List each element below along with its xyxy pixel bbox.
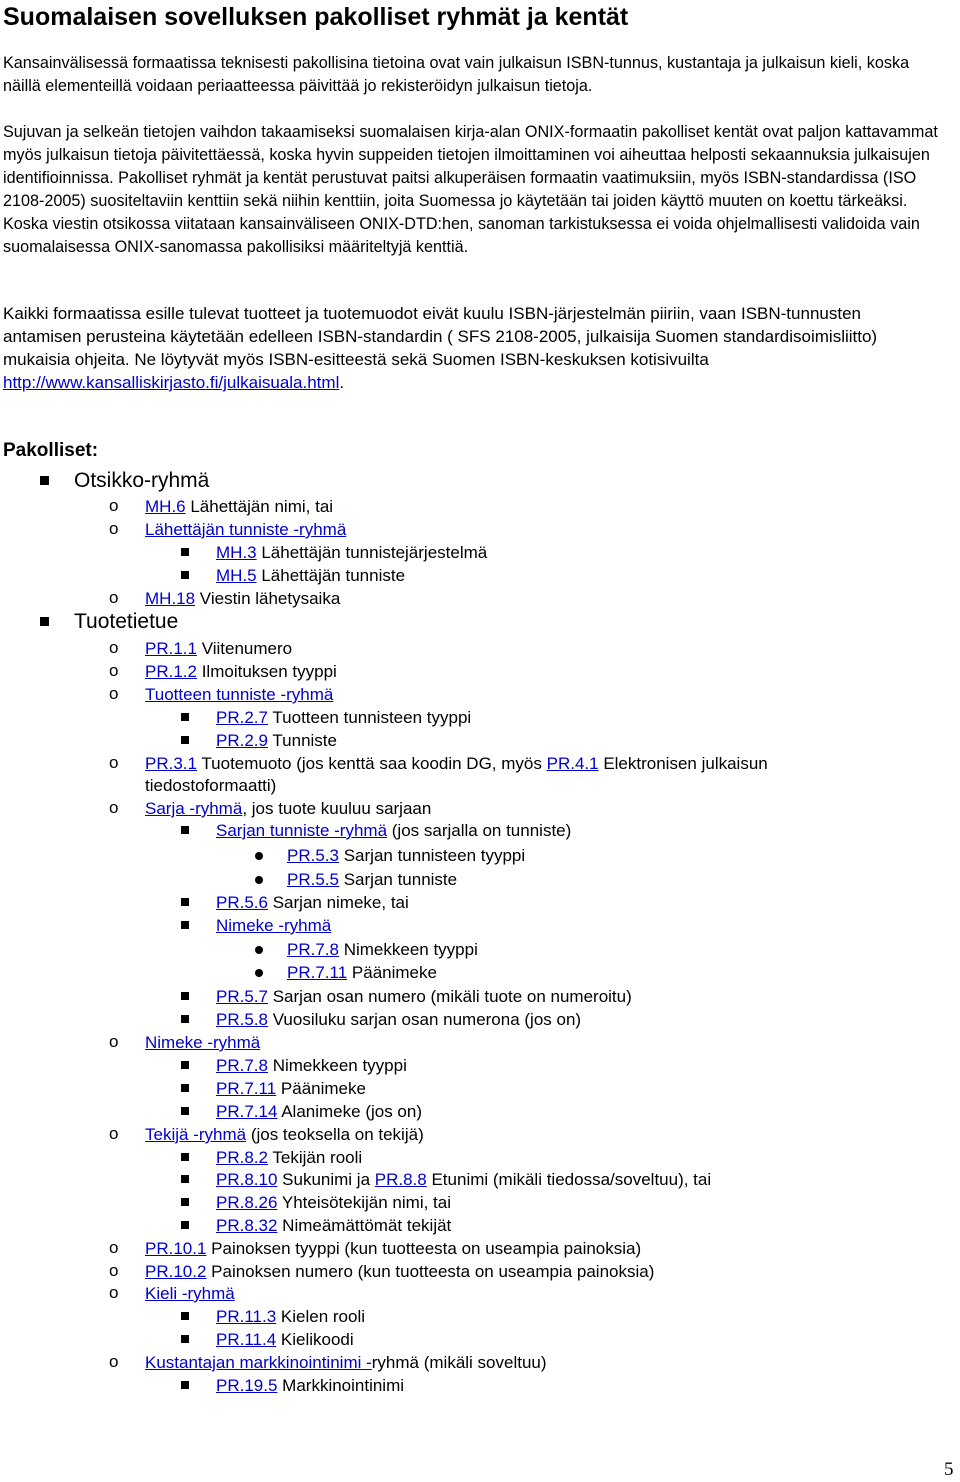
outline-text: Ilmoituksen tyyppi [196,662,337,681]
intro-paragraph: Kansainvälisessä formaatissa teknisesti pakollisina tietoina ovat vain julkaisun ISBN-tunnus, kustantaja ja julkaisun kieli, koska näillä elementeillä voidaan periaatteessa päivittää jo rekisteröidyn julkaisun tietoja. [3,54,910,95]
dot-bullet-icon [255,969,263,977]
outline-item-level-2 [109,798,432,820]
dot-bullet-icon [255,946,263,954]
outline-item-level-3 [216,986,632,1008]
circle-o-bullet-icon: o [109,1261,119,1280]
small-square-bullet-icon [181,1107,189,1115]
small-square-bullet-icon [181,826,189,834]
small-square-bullet-icon [181,898,189,906]
outline-link[interactable]: Nimeke -ryhmä [216,916,332,935]
outline-link[interactable]: Kieli -ryhmä [145,1284,235,1303]
outline-item-level-2 [109,1032,261,1054]
small-square-bullet-icon [181,548,189,556]
outline-text: Painoksen tyyppi (kun tuotteesta on useampia painoksia) [206,1239,642,1258]
square-bullet-icon [40,617,49,626]
outline-text: Kielikoodi [276,1330,354,1349]
outline-item-level-3 [216,1375,404,1397]
outline-link-secondary[interactable]: PR.4.1 [546,754,599,773]
outline-text: Sarjan tunnisteen tyyppi [338,846,526,865]
outline-text: Viitenumero [196,639,293,658]
outline-link[interactable]: Nimeke -ryhmä [145,1033,261,1052]
dot-bullet-icon [255,876,263,884]
outline-item-level-2 [109,661,337,683]
outline-item-level-3 [216,1169,711,1191]
outline-link[interactable]: PR.7.8 [287,940,339,959]
circle-o-bullet-icon: o [109,588,119,607]
outline-item-level-3 [216,820,571,842]
outline-text: Lähettäjän tunniste [256,566,406,585]
outline-text: Päänimeke [347,963,437,982]
isbn-paragraph-end: . [339,373,345,392]
outline-item-level-3 [216,707,471,729]
outline-link[interactable]: PR.1.2 [145,662,197,681]
outline-link[interactable]: PR.7.8 [216,1056,268,1075]
outline-link[interactable]: Sarja -ryhmä [145,799,243,818]
outline-link[interactable]: PR.8.32 [216,1216,278,1235]
outline-item-level-3 [216,542,487,564]
outline-item-level-3 [216,730,337,752]
square-bullet-icon [40,476,49,485]
circle-o-bullet-icon: o [109,1124,119,1143]
outline-text: Yhteisötekijän nimi, tai [277,1193,451,1212]
outline-link[interactable]: PR.11.4 [216,1330,277,1349]
small-square-bullet-icon [181,1335,189,1343]
outline-item-level-2 [109,519,347,541]
outline-text: Viestin lähetysaika [195,589,341,608]
circle-o-bullet-icon: o [109,684,119,703]
outline-item-level-3 [216,1009,581,1031]
outline-item-level-1 [74,611,178,633]
isbn-paragraph-text: Kaikki formaatissa esille tulevat tuotteet ja tuotemuodot eivät kuulu ISBN-järjestelmän piiriin, vaan ISBN-tunnusten antamisen perusteina käytetään edelleen ISBN-standardin ( SFS 2108-2005, julkaisija Suomen standardisoimisliitto) mukaisia ohjeita. Ne löytyvät myös ISBN-esitteestä sekä Suomen ISBN-keskuksen kotisivuilta [3,304,878,369]
outline-item-level-3 [216,1055,407,1077]
outline-text: , jos tuote kuuluu sarjaan [242,799,432,818]
outline-text: Painoksen numero (kun tuotteesta on useampia painoksia) [206,1262,655,1281]
outline-item-level-3 [216,892,409,914]
outline-link[interactable]: MH.3 [216,543,257,562]
outline-link[interactable]: PR.8.2 [216,1148,268,1167]
dot-bullet-icon [255,852,263,860]
outline-item-level-3 [216,565,405,587]
outline-link[interactable]: PR.2.7 [216,708,268,727]
outline-item-level-2 [109,638,293,660]
outline-item-level-2 [109,1283,235,1305]
outline-text: Lähettäjän nimi, tai [185,497,334,516]
outline-text: Markkinointinimi [277,1376,405,1395]
small-square-bullet-icon [181,736,189,744]
small-square-bullet-icon [181,921,189,929]
outline-item-level-2 [109,684,334,706]
outline-link[interactable]: PR.19.5 [216,1376,278,1395]
outline-link[interactable]: PR.7.11 [216,1079,277,1098]
page-title: Suomalaisen sovelluksen pakolliset ryhmät ja kentät [3,3,629,31]
outline-text: Tekijän rooli [267,1148,363,1167]
outline-text: Vuosiluku sarjan osan numerona (jos on) [267,1010,582,1029]
circle-o-bullet-icon: o [109,1032,119,1051]
outline-text: Lähettäjän tunnistejärjestelmä [256,543,488,562]
outline-link[interactable]: PR.11.3 [216,1307,277,1326]
outline-text: (jos sarjalla on tunniste) [387,821,572,840]
outline-item-level-3 [216,915,331,937]
small-square-bullet-icon [181,1198,189,1206]
outline-text: Nimekkeen tyyppi [267,1056,407,1075]
small-square-bullet-icon [181,992,189,1000]
outline-item-level-2 [109,1124,424,1146]
outline-text: Tuotemuoto (jos kenttä saa koodin DG, myös [196,754,547,773]
outline-text: Tuotteen tunnisteen tyyppi [267,708,472,727]
outline-link[interactable]: Sarjan tunniste -ryhmä [216,821,388,840]
outline-item-level-2 [109,588,341,610]
outline-item-level-2 [109,1261,655,1283]
outline-item-level-4 [287,962,437,984]
outline-link[interactable]: PR.3.1 [145,754,197,773]
body-paragraph: Sujuvan ja selkeän tietojen vaihdon takaamiseksi suomalaisen kirja-alan ONIX-formaatin pakolliset kentät ovat paljon kattavammat myös julkaisun tietoja päivitettäessä, koska hyvin suppeiden tietojen ilmoittaminen voi aiheuttaa helposti sekaannuksia julkaisujen identifioinnissa. Pakolliset ryhmät ja kentät perustuvat paitsi alkuperäisen formaatin vaatimuksiin, myös ISBN-standardissa (ISO 2108-2005) suositeltaviin kenttiin sekä niihin kenttiin, joita Suomessa jo käytetään tai joiden käyttö muuten on koettu tärkeäksi. Koska viestin otsikossa viitataan kansainväliseen ONIX-DTD:hen, sanoman tarkistuksessa ei voida ohjelmallisesti validoida vain suomalaisessa ONIX-sanomassa pakollisiksi määriteltyjä kenttiä. [3,123,938,256]
outline-link[interactable]: PR.5.5 [287,870,339,889]
outline-link[interactable]: PR.5.7 [216,987,268,1006]
small-square-bullet-icon [181,1312,189,1320]
small-square-bullet-icon [181,713,189,721]
isbn-paragraph [3,302,939,394]
outline-item-level-2 [109,1238,642,1260]
circle-o-bullet-icon: o [109,1238,119,1257]
outline-item-level-3 [216,1306,365,1328]
outline-link[interactable]: MH.5 [216,566,257,585]
outline-item-level-3 [216,1101,422,1123]
outline-item-level-4 [287,869,457,891]
outline-link[interactable]: Kustantajan markkinointinimi - [145,1353,372,1372]
small-square-bullet-icon [181,1175,189,1183]
outline-link[interactable]: PR.8.26 [216,1193,278,1212]
small-square-bullet-icon [181,1061,189,1069]
outline-text: Sarjan osan numero (mikäli tuote on numeroitu) [267,987,632,1006]
outline-link[interactable]: Lähettäjän tunniste -ryhmä [145,520,347,539]
outline-link[interactable]: Tekijä -ryhmä [145,1125,247,1144]
outline-link[interactable]: PR.2.9 [216,731,268,750]
outline-text: Sukunimi ja [277,1170,375,1189]
outline-link[interactable]: PR.10.1 [145,1239,207,1258]
outline-text: Kielen rooli [276,1307,365,1326]
outline-text: ryhmä (mikäli soveltuu) [371,1353,547,1372]
circle-o-bullet-icon: o [109,1283,119,1302]
outline-item-level-1 [74,470,209,492]
outline-link[interactable]: PR.7.14 [216,1102,278,1121]
outline-text: Sarjan nimeke, tai [267,893,409,912]
circle-o-bullet-icon: o [109,1352,119,1371]
small-square-bullet-icon [181,1221,189,1229]
outline-link[interactable]: PR.5.3 [287,846,339,865]
outline-text-secondary: Elektronisen julkaisun [598,754,768,773]
kansalliskirjasto-link[interactable]: http://www.kansalliskirjasto.fi/julkaisuala.html [3,373,340,392]
outline-link[interactable]: PR.7.11 [287,963,348,982]
outline-link[interactable]: PR.10.2 [145,1262,207,1281]
circle-o-bullet-icon: o [109,638,119,657]
outline-link[interactable]: PR.5.6 [216,893,268,912]
outline-item-level-2 [109,753,768,797]
outline-text-continuation: tiedostoformaatti) [145,776,277,795]
outline-item-level-4 [287,845,525,867]
small-square-bullet-icon [181,1084,189,1092]
outline-text: Tuotetietue [74,610,179,633]
circle-o-bullet-icon: o [109,661,119,680]
small-square-bullet-icon [181,1153,189,1161]
outline-text: Alanimeke (jos on) [277,1102,423,1121]
outline-text-secondary: Etunimi (mikäli tiedossa/soveltuu), tai [426,1170,712,1189]
section-heading: Pakolliset: [3,440,99,461]
outline-link[interactable]: PR.8.10 [216,1170,278,1189]
outline-text: Sarjan tunniste [338,870,458,889]
outline-link[interactable]: PR.1.1 [145,639,197,658]
outline-item-level-2 [109,496,334,518]
outline-text: Otsikko-ryhmä [74,469,210,492]
page-number: 5 [944,1459,954,1480]
outline-item-level-3 [216,1215,451,1237]
outline-item-level-3 [216,1329,354,1351]
outline-item-level-3 [216,1192,451,1214]
outline-item-level-3 [216,1078,366,1100]
outline-link[interactable]: Tuotteen tunniste -ryhmä [145,685,334,704]
outline-item-level-3 [216,1147,362,1169]
outline-link[interactable]: MH.6 [145,497,186,516]
small-square-bullet-icon [181,1015,189,1023]
outline-text: Nimekkeen tyyppi [338,940,478,959]
outline-text: Päänimeke [276,1079,366,1098]
circle-o-bullet-icon: o [109,519,119,538]
small-square-bullet-icon [181,1381,189,1389]
circle-o-bullet-icon: o [109,753,119,772]
small-square-bullet-icon [181,571,189,579]
outline-item-level-2 [109,1352,547,1374]
outline-text: Nimeämättömät tekijät [277,1216,452,1235]
circle-o-bullet-icon: o [109,496,119,515]
outline-text: Tunniste [267,731,337,750]
outline-text: (jos teoksella on tekijä) [246,1125,424,1144]
outline-item-level-4 [287,939,478,961]
outline-link-secondary[interactable]: PR.8.8 [374,1170,427,1189]
outline-link[interactable]: PR.5.8 [216,1010,268,1029]
outline-link[interactable]: MH.18 [145,589,196,608]
circle-o-bullet-icon: o [109,798,119,817]
